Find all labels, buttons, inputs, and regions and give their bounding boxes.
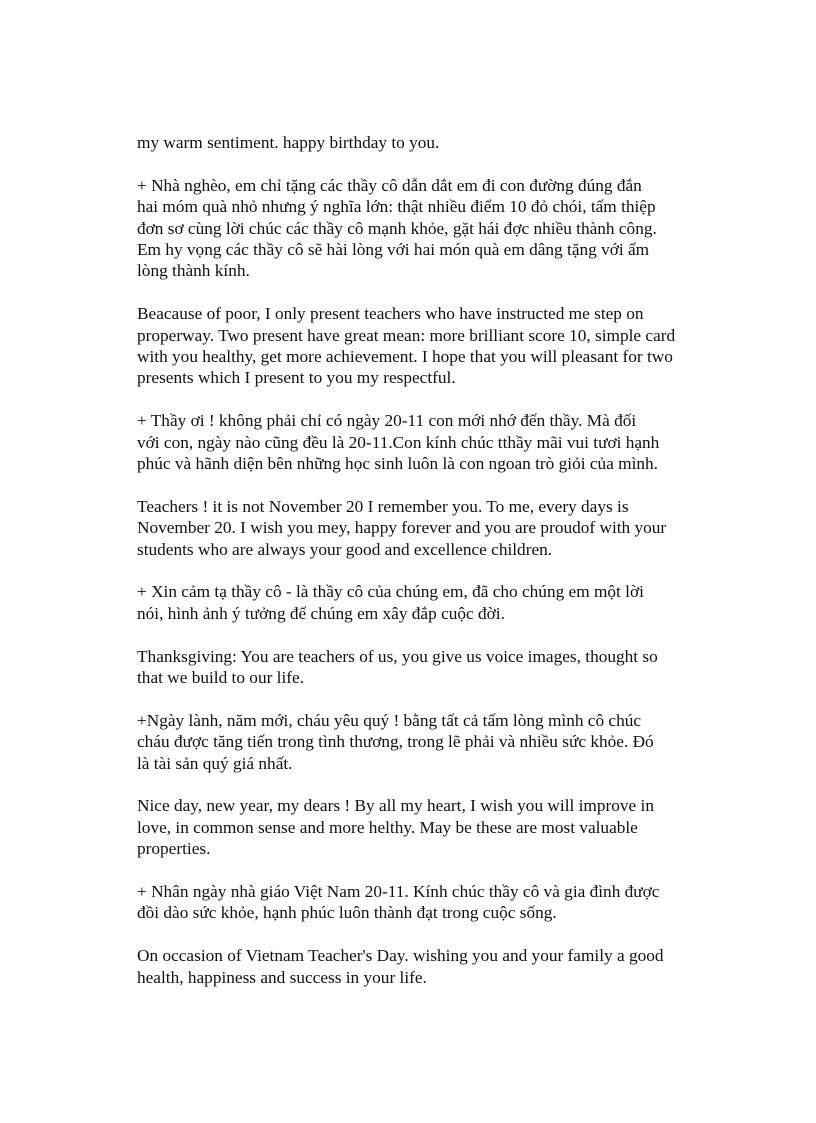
document-page bbox=[137, 132, 737, 1009]
paragraph-vietnamese-3: + Xin cảm tạ thầy cô - là thầy cô của chúng em, đã cho chúng em một lời nói, hình ảnh ý tưởng để chúng em xây đắp cuộc đời. bbox=[137, 582, 644, 623]
paragraph-vietnamese-5: + Nhân ngày nhà giáo Việt Nam 20-11. Kính chúc thầy cô và gia đình được đồi dào sức khỏe, hạnh phúc luôn thành đạt trong cuộc sống. bbox=[137, 882, 660, 923]
paragraph-vietnamese-2: + Thầy ơi ! không phải chỉ có ngày 20-11 con mới nhớ đến thầy. Mà đối với con, ngày nào cũng đều là 20-11.Con kính chúc tthầy mãi vui tươi hạnh phúc và hãnh diện bên những học sinh luôn là con ngoan trò giỏi của mình. bbox=[137, 411, 660, 474]
paragraph-english-1: Beacause of poor, I only present teachers who have instructed me step on properway. Two present have great mean: more brilliant score 10, simple card with you healthy, get more achievement. I hope that you will pleasant for two presents which I present to you my respectful. bbox=[137, 304, 676, 388]
paragraph-closing-birthday: my warm sentiment. happy birthday to you. bbox=[137, 133, 440, 152]
paragraph-english-5: On occasion of Vietnam Teacher's Day. wishing you and your family a good health, happiness and success in your life. bbox=[137, 946, 664, 987]
paragraph-vietnamese-4: +Ngày lành, năm mới, cháu yêu quý ! bằng tất cả tấm lòng mình cô chúc cháu được tăng tiến trong tình thương, trong lẽ phải và nhiều sức khỏe. Đó là tài sản quý giá nhất. bbox=[137, 710, 654, 773]
paragraph-vietnamese-1: + Nhà nghèo, em chỉ tặng các thầy cô dẫn dắt em đi con đường đúng đắn hai móm quà nhỏ nhưng ý nghĩa lớn: thật nhiều điểm 10 đỏ chói, tấm thiệp đơn sơ cùng lời chúc các thầy cô mạnh khỏe, gặt hái đợc nhiều thành công. Em hy vọng các thầy cô sẽ hài lòng với hai món quà em dâng tặng với ấm lòng thành kính. bbox=[137, 175, 657, 281]
paragraph-english-2: Teachers ! it is not November 20 I remember you. To me, every days is November 20. I wish you mey, happy forever and you are proudof with your students who are always your good and excellence children. bbox=[137, 496, 667, 559]
paragraph-english-4: Nice day, new year, my dears ! By all my heart, I wish you will improve in love, in common sense and more helthy. May be these are most valuable properties. bbox=[137, 796, 654, 859]
paragraph-english-3: Thanksgiving: You are teachers of us, you give us voice images, thought so that we build to our life. bbox=[137, 646, 658, 688]
